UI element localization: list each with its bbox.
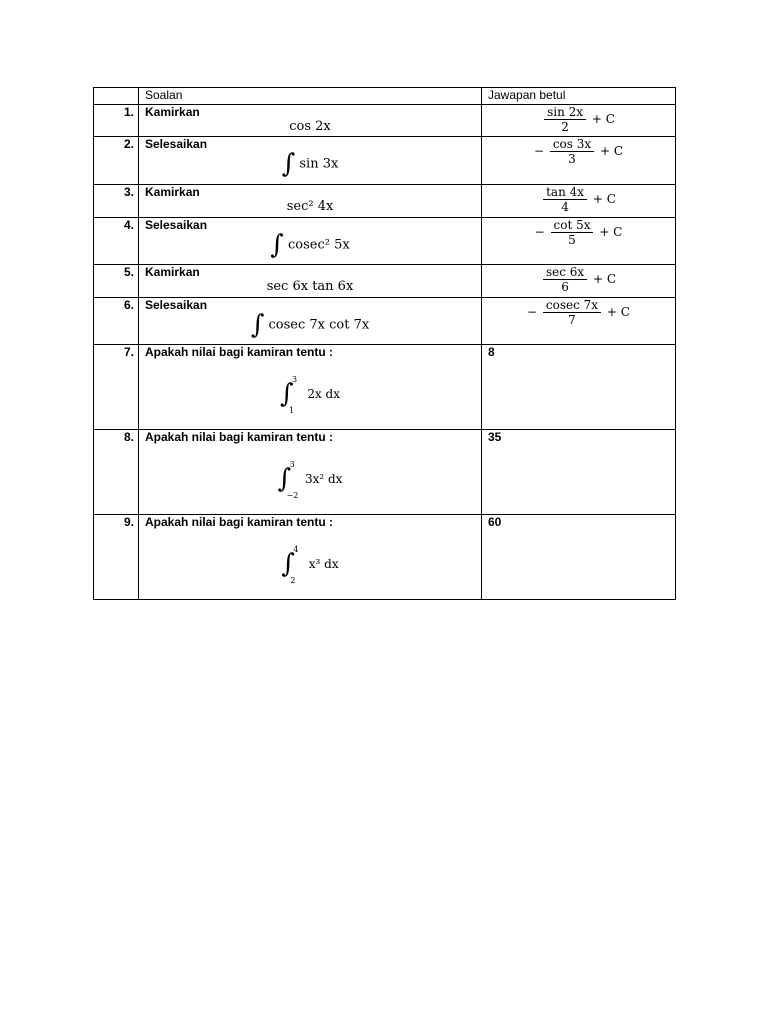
table-row [94, 105, 676, 137]
table-row [94, 430, 676, 515]
answer-sign: − [533, 144, 544, 158]
question-cell [139, 137, 482, 185]
answer-value: 8 [488, 345, 495, 359]
answer-value: 35 [488, 430, 502, 444]
row-number: 3. [94, 185, 139, 218]
answer-fraction [543, 185, 587, 214]
upper-limit: 3 [291, 375, 298, 384]
question-expression: sec² 4x [286, 199, 334, 214]
answer-numerator: tan 4x [543, 185, 587, 200]
question-integral [139, 232, 481, 258]
answer-cell [482, 105, 676, 137]
answer-denominator: 3 [568, 152, 576, 166]
row-number: 6. [94, 298, 139, 345]
answer-constant: + C [591, 112, 615, 126]
answer-constant: + C [606, 305, 630, 319]
row-number: 8. [94, 430, 139, 515]
table-row [94, 265, 676, 298]
answer-fraction [543, 298, 601, 327]
answer-constant: + C [592, 272, 617, 286]
answer-fraction [551, 218, 594, 247]
integral-sign-icon: ∫ [270, 230, 284, 260]
row-number: 7. [94, 345, 139, 430]
question-cell [139, 430, 482, 515]
answer-cell [482, 430, 676, 515]
answer-cell [482, 515, 676, 600]
answer-numerator: cosec 7x [543, 298, 601, 313]
questions-table [93, 87, 676, 600]
question-label: Selesaikan [145, 218, 208, 232]
upper-limit: 4 [293, 545, 299, 554]
question-label: Apakah nilai bagi kamiran tentu : [145, 345, 334, 359]
integrand: x³ dx [308, 557, 339, 571]
row-number: 4. [94, 218, 139, 265]
question-label: Kamirkan [145, 265, 200, 279]
answer-denominator: 4 [561, 200, 569, 214]
question-integral [139, 312, 481, 338]
answer-denominator: 5 [568, 233, 576, 247]
table-row [94, 185, 676, 218]
question-expression: cosec 7x cot 7x [268, 317, 370, 333]
question-cell [139, 345, 482, 430]
lower-limit: 1 [288, 406, 295, 415]
table-row [94, 515, 676, 600]
header-answer: Jawapan betul [482, 88, 676, 105]
question-cell [139, 185, 482, 218]
row-number: 1. [94, 105, 139, 137]
answer-numerator: sin 2x [544, 105, 586, 120]
lower-limit: 2 [290, 576, 296, 585]
table-row [94, 298, 676, 345]
header-row [94, 88, 676, 105]
question-expression: cos 2x [289, 119, 331, 134]
answer-numerator: sec 6x [543, 265, 587, 280]
answer-denominator: 6 [561, 280, 569, 294]
answer-fraction [543, 265, 587, 294]
answer-cell [482, 137, 676, 185]
question-cell [139, 105, 482, 137]
table-row [94, 345, 676, 430]
lower-limit: −2 [286, 491, 299, 500]
integral-sign-icon: ∫ [279, 379, 294, 409]
integrand: 2x dx [307, 387, 341, 401]
definite-integral [139, 460, 481, 500]
answer-cell [482, 185, 676, 218]
integrand: 3x² dx [304, 472, 343, 486]
question-label: Kamirkan [145, 105, 200, 119]
question-cell [139, 265, 482, 298]
header-number-cell [94, 88, 139, 105]
question-label: Selesaikan [145, 298, 208, 312]
answer-sign: − [534, 225, 545, 239]
answer-fraction [544, 105, 586, 134]
answer-constant: + C [599, 144, 624, 158]
answer-constant: + C [599, 225, 623, 239]
integral-sign-icon: ∫ [277, 464, 292, 494]
question-label: Selesaikan [145, 137, 208, 151]
row-number: 9. [94, 515, 139, 600]
question-expression: sec 6x tan 6x [266, 279, 354, 294]
integral-sign-icon: ∫ [250, 310, 265, 340]
integral-sign-icon: ∫ [281, 549, 295, 579]
answer-cell [482, 345, 676, 430]
answer-cell [482, 298, 676, 345]
question-expression: cosec² 5x [287, 237, 350, 253]
answer-value: 60 [488, 515, 502, 529]
header-question: Soalan [139, 88, 482, 105]
answer-denominator: 2 [561, 120, 569, 134]
integral-sign-icon: ∫ [281, 149, 296, 179]
question-expression: sin 3x [299, 156, 339, 172]
question-cell [139, 218, 482, 265]
upper-limit: 3 [289, 460, 295, 469]
definite-integral [139, 375, 481, 415]
table-row [94, 218, 676, 265]
row-number: 5. [94, 265, 139, 298]
answer-denominator: 7 [568, 313, 576, 327]
row-number: 2. [94, 137, 139, 185]
question-label: Kamirkan [145, 185, 200, 199]
table-row [94, 137, 676, 185]
answer-sign: − [527, 305, 538, 319]
answer-numerator: cot 5x [551, 218, 594, 233]
question-label: Apakah nilai bagi kamiran tentu : [145, 515, 334, 529]
answer-numerator: cos 3x [550, 137, 594, 152]
answer-cell [482, 265, 676, 298]
question-cell [139, 298, 482, 345]
definite-integral [139, 545, 481, 585]
question-integral [139, 151, 481, 177]
answer-fraction [550, 137, 594, 166]
question-label: Apakah nilai bagi kamiran tentu : [145, 430, 334, 444]
answer-cell [482, 218, 676, 265]
question-cell [139, 515, 482, 600]
answer-constant: + C [592, 192, 616, 206]
